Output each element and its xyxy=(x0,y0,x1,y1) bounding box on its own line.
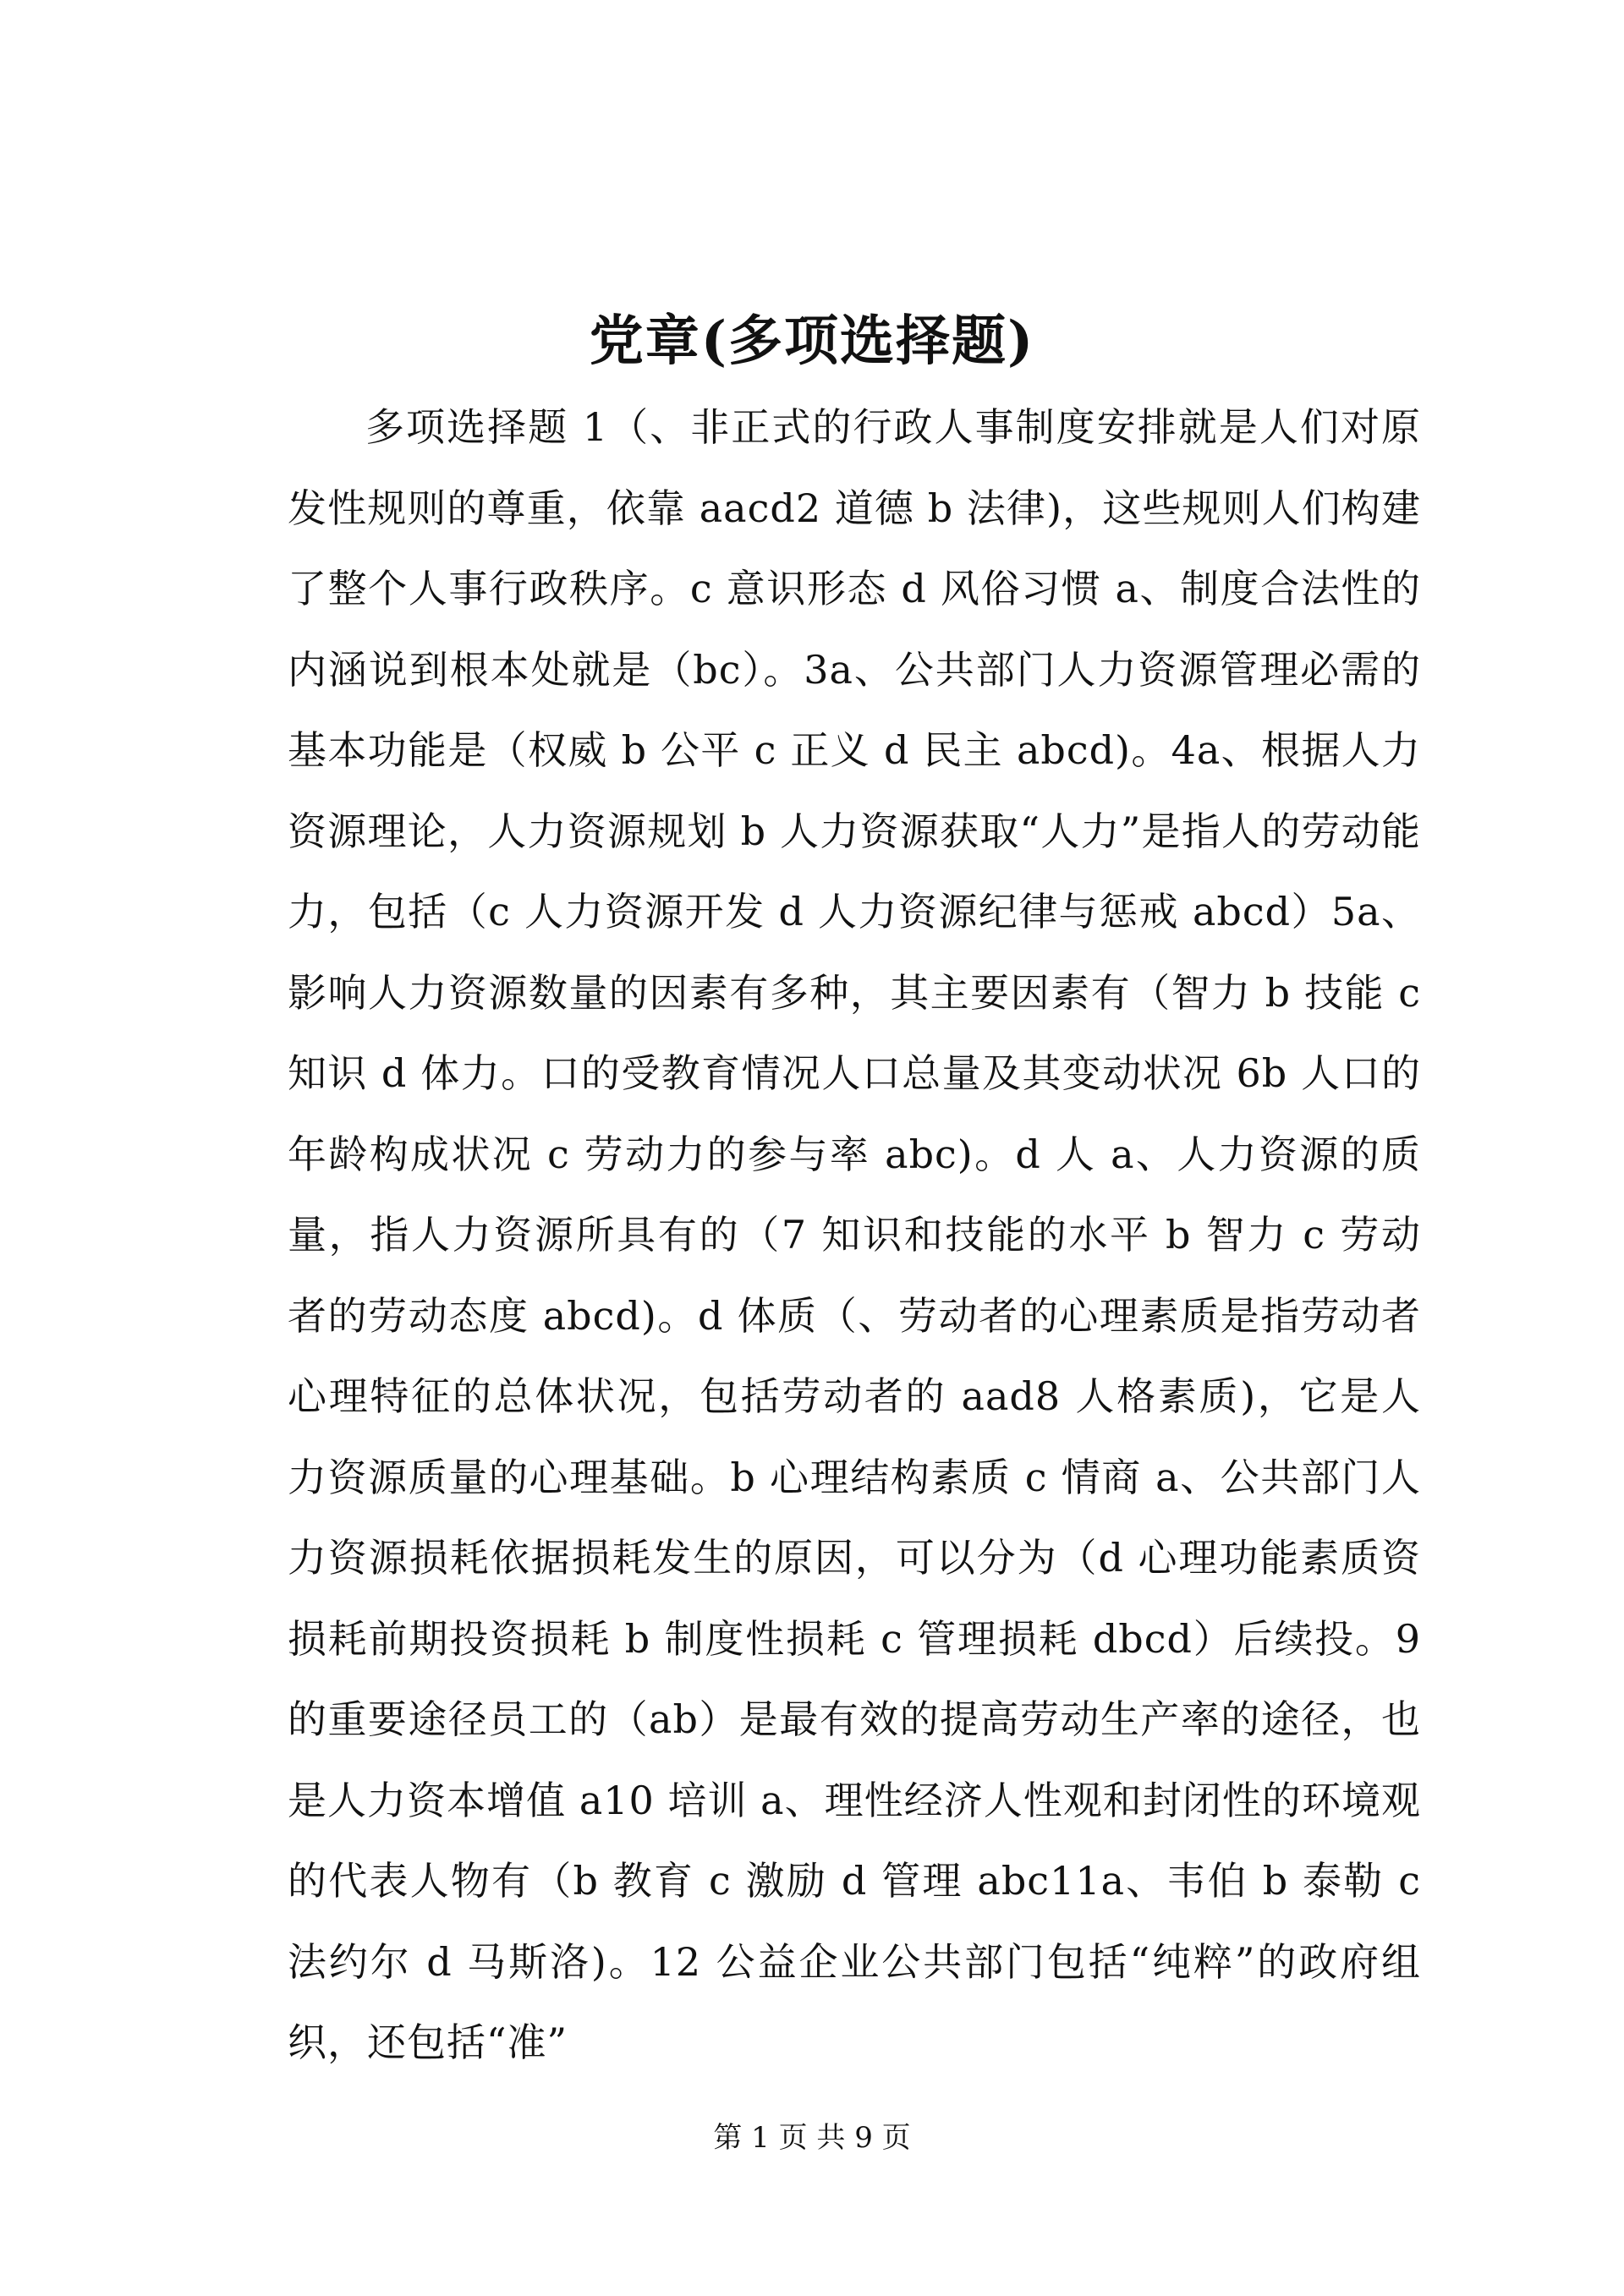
document-title: 党章(多项选择题) xyxy=(589,310,1035,373)
page-footer: 第 1 页 共 9 页 xyxy=(713,2121,911,2155)
document-body: 多项选择题 1（、非正式的行政人事制度安排就是人们对原发性规则的尊重，依靠 aacd2 道德 b 法律)，这些规则人们构建了整个人事行政秩序。c 意识形态 d 风俗习惯 a、制度合法性的内涵说到根本处就是（bc）。3a、公共部门人力资源管理必需的基本功能是（权威 b 公平 c 正义 d 民主 abcd)。4a、根据人力资源理论，人力资源规划 b 人力资源获取“人力”是指人的劳动能力，包括（c 人力资源开发 d 人力资源纪律与惩戒 abcd）5a、影响人力资源数量的因素有多种，其主要因素有（智力 b 技能 c 知识 d 体力。口的受教育情况人口总量及其变动状况 6b 人口的年龄构成状况 c 劳动力的参与率 abc)。d 人 a、人力资源的质量，指人力资源所具有的（7 知识和技能的水平 b 智力 c 劳动者的劳动态度 abcd)。d 体质（、劳动者的心理素质是指劳动者心理特征的总体状况，包括劳动者的 aad8 人格素质)，它是人力资源质量的心理基础。b 心理结构素质 c 情商 a、公共部门人力资源损耗依据损耗发生的原因，可以分为（d 心理功能素质资损耗前期投资损耗 b 制度性损耗 c 管理损耗 dbcd）后续投。9 的重要途径员工的（ab）是最有效的提高劳动生产率的途径，也是人力资本增值 a10 培训 a、理性经济人性观和封闭性的环境观的代表人物有（b 教育 c 激励 d 管理 abc11a、韦伯 b 泰勒 c 法约尔 d 马斯洛)。12 公益企业公共部门包括“纯粹”的政府组织，还包括“准” xyxy=(288,404,1421,2065)
